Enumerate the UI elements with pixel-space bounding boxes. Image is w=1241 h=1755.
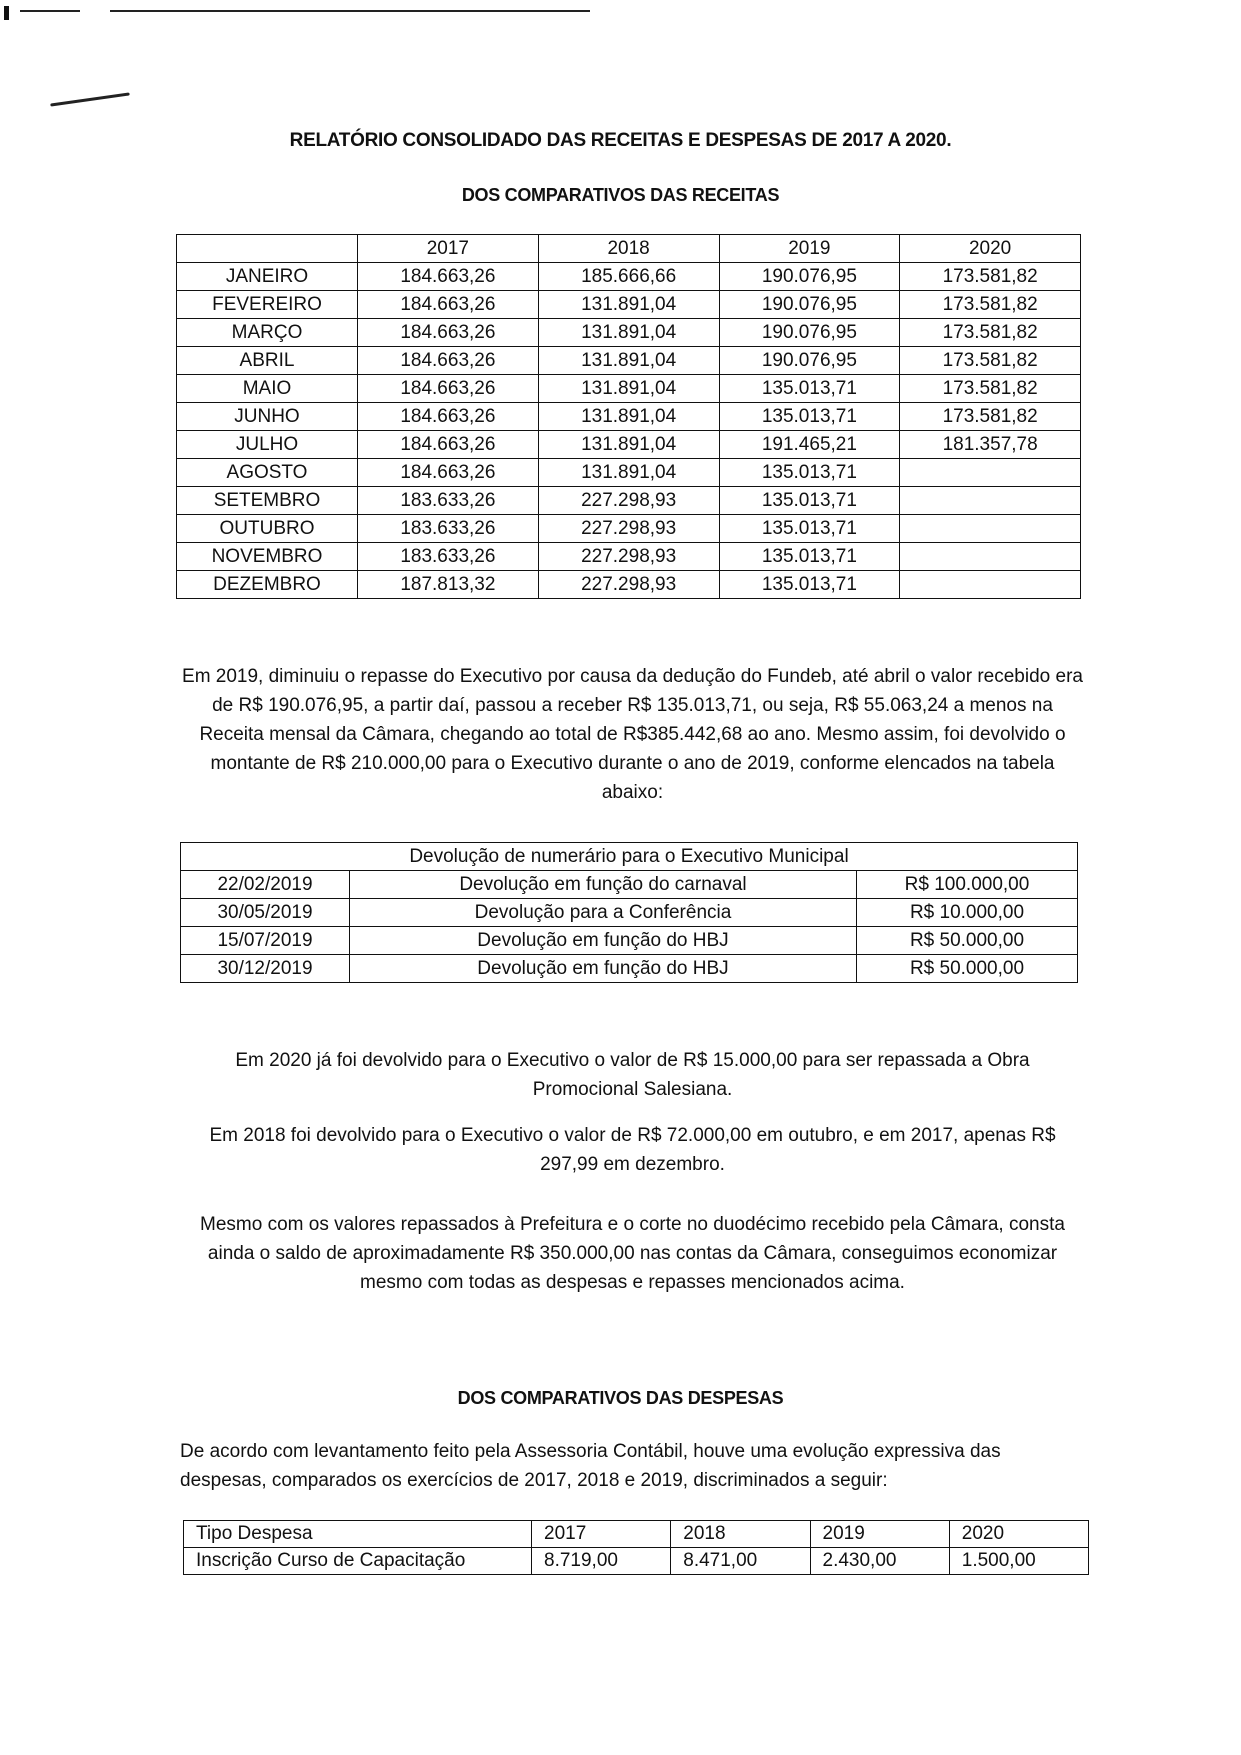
table-cell: 135.013,71 xyxy=(719,459,900,487)
receitas-heading: DOS COMPARATIVOS DAS RECEITAS xyxy=(461,185,780,205)
table-cell xyxy=(900,459,1081,487)
table-cell: 30/12/2019 xyxy=(181,955,350,983)
table-cell: 135.013,71 xyxy=(719,543,900,571)
table-cell: 15/07/2019 xyxy=(181,927,350,955)
table-cell: 131.891,04 xyxy=(538,403,719,431)
despesas-intro: De acordo com levantamento feito pela Assessoria Contábil, houve uma evolução expressiva das despesas, comparados os exercícios de 2017, 2018 e 2019, discriminados a seguir: xyxy=(180,1441,1001,1491)
table-cell: 183.633,26 xyxy=(358,487,539,515)
table-cell: 190.076,95 xyxy=(719,347,900,375)
table-cell xyxy=(900,571,1081,599)
table-row xyxy=(177,543,1081,571)
paragraph-saldo: Mesmo com os valores repassados à Prefeitura e o corte no duodécimo recebido pela Câmara, consta ainda o saldo de aproximadamente R$ 350.000,00 nas contas da Câmara, conseguimos economizar mesmo com todas as despesas e repasses mencionados acima. xyxy=(200,1214,1065,1293)
table-cell: 184.663,26 xyxy=(358,431,539,459)
table-cell: 173.581,82 xyxy=(900,403,1081,431)
table-cell: 190.076,95 xyxy=(719,263,900,291)
table-cell: 183.633,26 xyxy=(358,515,539,543)
table-cell: 181.357,78 xyxy=(900,431,1081,459)
table-cell: 183.633,26 xyxy=(358,543,539,571)
table-cell: AGOSTO xyxy=(177,459,358,487)
table-cell: 184.663,26 xyxy=(358,291,539,319)
column-header: 2018 xyxy=(538,235,719,263)
table-row xyxy=(177,515,1081,543)
table-cell: 135.013,71 xyxy=(719,487,900,515)
table-header-row xyxy=(181,843,1078,871)
table-cell: NOVEMBRO xyxy=(177,543,358,571)
table-cell: 131.891,04 xyxy=(538,459,719,487)
table-cell: 184.663,26 xyxy=(358,403,539,431)
despesas-table xyxy=(183,1520,1089,1575)
table-cell: 184.663,26 xyxy=(358,375,539,403)
column-header: 2020 xyxy=(900,235,1081,263)
table-cell: 184.663,26 xyxy=(358,263,539,291)
scan-artifact xyxy=(4,6,9,20)
table-row xyxy=(177,487,1081,515)
table-row xyxy=(181,955,1078,983)
table-cell: SETEMBRO xyxy=(177,487,358,515)
table-cell: Inscrição Curso de Capacitação xyxy=(184,1548,532,1575)
table-cell: 131.891,04 xyxy=(538,375,719,403)
table-cell: MARÇO xyxy=(177,319,358,347)
table-cell: 22/02/2019 xyxy=(181,871,350,899)
table-cell xyxy=(900,543,1081,571)
table-cell: 227.298,93 xyxy=(538,571,719,599)
table-cell: R$ 100.000,00 xyxy=(856,871,1077,899)
table-cell: 190.076,95 xyxy=(719,319,900,347)
column-header: 2017 xyxy=(532,1521,671,1548)
table-row xyxy=(177,319,1081,347)
table-cell: 173.581,82 xyxy=(900,319,1081,347)
column-header: 2017 xyxy=(358,235,539,263)
table-row xyxy=(181,899,1078,927)
column-header: 2019 xyxy=(719,235,900,263)
table-title: Devolução de numerário para o Executivo Municipal xyxy=(181,843,1078,871)
column-header: Tipo Despesa xyxy=(184,1521,532,1548)
table-row xyxy=(177,375,1081,403)
table-row xyxy=(181,871,1078,899)
table-cell: JULHO xyxy=(177,431,358,459)
table-cell: 131.891,04 xyxy=(538,319,719,347)
table-cell xyxy=(900,487,1081,515)
table-row xyxy=(184,1548,1089,1575)
table-header-row xyxy=(177,235,1081,263)
table-cell: 173.581,82 xyxy=(900,291,1081,319)
table-cell: 191.465,21 xyxy=(719,431,900,459)
table-cell: Devolução para a Conferência xyxy=(349,899,856,927)
table-cell: R$ 50.000,00 xyxy=(856,927,1077,955)
table-cell: Devolução em função do HBJ xyxy=(349,927,856,955)
table-cell: 173.581,82 xyxy=(900,263,1081,291)
document-title: RELATÓRIO CONSOLIDADO DAS RECEITAS E DESPESAS DE 2017 A 2020. xyxy=(289,130,952,151)
table-cell: 131.891,04 xyxy=(538,431,719,459)
table-cell: 187.813,32 xyxy=(358,571,539,599)
table-cell: 2.430,00 xyxy=(810,1548,949,1575)
table-cell: 227.298,93 xyxy=(538,543,719,571)
table-cell: JUNHO xyxy=(177,403,358,431)
table-cell: 190.076,95 xyxy=(719,291,900,319)
column-header: 2019 xyxy=(810,1521,949,1548)
table-cell: R$ 50.000,00 xyxy=(856,955,1077,983)
table-cell: MAIO xyxy=(177,375,358,403)
table-cell: 131.891,04 xyxy=(538,291,719,319)
scan-line xyxy=(110,10,590,12)
table-row xyxy=(177,571,1081,599)
table-cell: 1.500,00 xyxy=(949,1548,1088,1575)
table-header-row xyxy=(184,1521,1089,1548)
table-cell: ABRIL xyxy=(177,347,358,375)
table-cell: 135.013,71 xyxy=(719,515,900,543)
table-cell: 184.663,26 xyxy=(358,347,539,375)
paragraph-2019-repasse: Em 2019, diminuiu o repasse do Executivo por causa da dedução do Fundeb, até abril o valor recebido era de R$ 190.076,95, a partir daí, passou a receber R$ 135.013,71, ou seja, R$ 55.063,24 a menos na Receita mensal da Câmara, chegando ao total de R$385.442,68 ao ano. Mesmo assim, foi devolvido o montante de R$ 210.000,00 para o Executivo durante o ano de 2019, conforme elencados na tabela abaixo: xyxy=(182,666,1083,803)
table-cell: 135.013,71 xyxy=(719,571,900,599)
table-row xyxy=(181,927,1078,955)
table-cell: 173.581,82 xyxy=(900,347,1081,375)
table-cell: 184.663,26 xyxy=(358,459,539,487)
table-row xyxy=(177,263,1081,291)
table-row xyxy=(177,403,1081,431)
table-cell: 184.663,26 xyxy=(358,319,539,347)
pen-mark xyxy=(50,92,130,106)
table-cell: JANEIRO xyxy=(177,263,358,291)
table-cell: Devolução em função do carnaval xyxy=(349,871,856,899)
table-cell: 135.013,71 xyxy=(719,403,900,431)
table-cell: DEZEMBRO xyxy=(177,571,358,599)
table-cell: 131.891,04 xyxy=(538,347,719,375)
table-cell: 8.471,00 xyxy=(671,1548,810,1575)
paragraph-2018-devolucao: Em 2018 foi devolvido para o Executivo o valor de R$ 72.000,00 em outubro, e em 2017, apenas R$ 297,99 em dezembro. xyxy=(209,1125,1056,1175)
table-row xyxy=(177,431,1081,459)
column-header: 2018 xyxy=(671,1521,810,1548)
table-cell: 135.013,71 xyxy=(719,375,900,403)
column-header: 2020 xyxy=(949,1521,1088,1548)
scan-line xyxy=(20,10,80,12)
despesas-heading: DOS COMPARATIVOS DAS DESPESAS xyxy=(457,1388,784,1408)
devolucao-table xyxy=(180,842,1078,983)
table-cell: R$ 10.000,00 xyxy=(856,899,1077,927)
table-cell: 185.666,66 xyxy=(538,263,719,291)
table-cell: 227.298,93 xyxy=(538,487,719,515)
table-cell: 30/05/2019 xyxy=(181,899,350,927)
table-cell xyxy=(900,515,1081,543)
table-cell: 227.298,93 xyxy=(538,515,719,543)
table-cell: 8.719,00 xyxy=(532,1548,671,1575)
table-cell: 173.581,82 xyxy=(900,375,1081,403)
table-row xyxy=(177,291,1081,319)
receitas-table xyxy=(176,234,1081,599)
table-cell: FEVEREIRO xyxy=(177,291,358,319)
table-row xyxy=(177,459,1081,487)
table-row xyxy=(177,347,1081,375)
table-cell: Devolução em função do HBJ xyxy=(349,955,856,983)
paragraph-2020-devolucao: Em 2020 já foi devolvido para o Executivo o valor de R$ 15.000,00 para ser repassada a Obra Promocional Salesiana. xyxy=(235,1050,1030,1100)
column-header xyxy=(177,235,358,263)
table-cell: OUTUBRO xyxy=(177,515,358,543)
